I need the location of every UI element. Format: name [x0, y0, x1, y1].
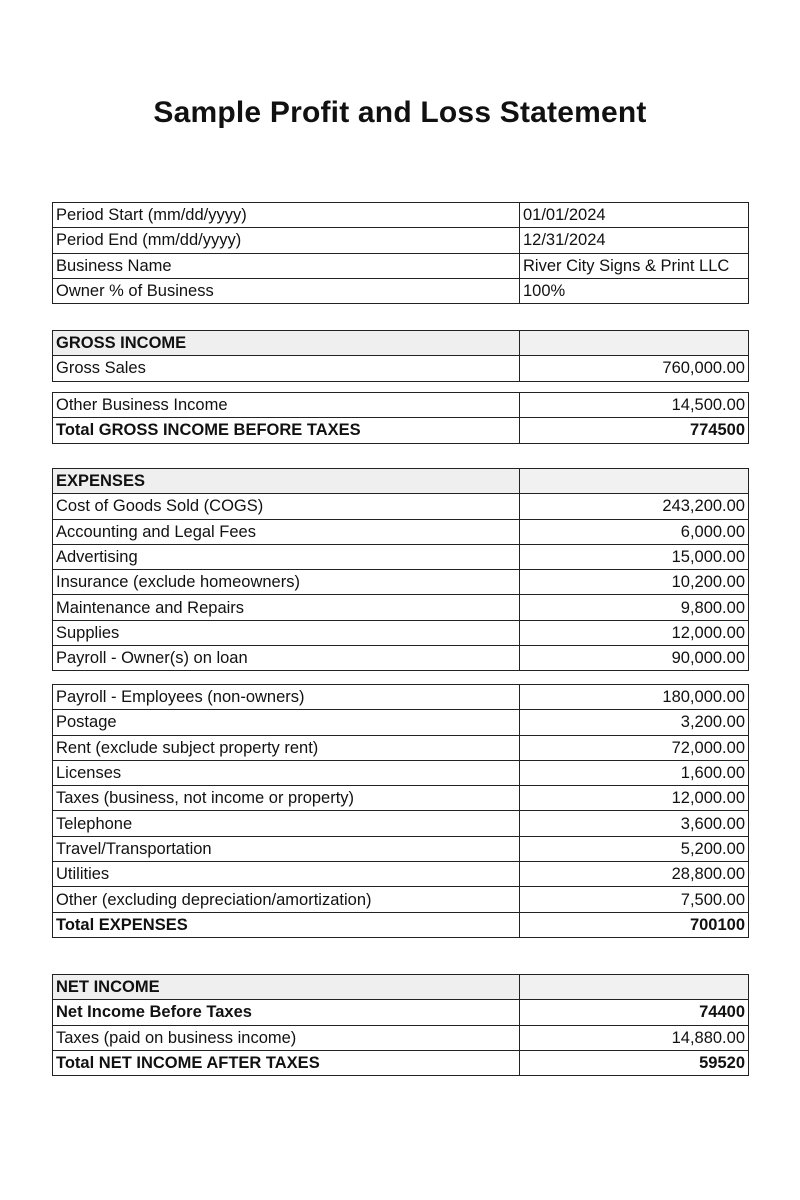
expense-value: 15,000.00 — [520, 544, 749, 569]
period-start-value: 01/01/2024 — [520, 203, 749, 228]
table-row — [53, 203, 749, 228]
expense-label: Utilities — [53, 862, 520, 887]
expense-label: Payroll - Owner(s) on loan — [53, 646, 520, 671]
table-row — [53, 887, 749, 912]
expenses-table-1 — [52, 468, 749, 671]
taxes-label: Taxes (paid on business income) — [53, 1025, 520, 1050]
expense-value: 1,600.00 — [520, 760, 749, 785]
page-title: Sample Profit and Loss Statement — [153, 96, 647, 129]
expense-label: Cost of Goods Sold (COGS) — [53, 494, 520, 519]
expense-label: Rent (exclude subject property rent) — [53, 735, 520, 760]
expense-value: 7,500.00 — [520, 887, 749, 912]
expense-value: 5,200.00 — [520, 836, 749, 861]
info-table — [52, 202, 749, 304]
table-row — [53, 278, 749, 303]
table-row — [53, 494, 749, 519]
table-row — [53, 862, 749, 887]
table-row — [53, 786, 749, 811]
table-row — [53, 735, 749, 760]
other-income-value: 14,500.00 — [520, 393, 749, 418]
table-row — [53, 646, 749, 671]
header-empty-cell — [520, 469, 749, 494]
table-row — [53, 393, 749, 418]
section-header-row — [53, 331, 749, 356]
other-income-label: Other Business Income — [53, 393, 520, 418]
table-row — [53, 620, 749, 645]
table-row — [53, 836, 749, 861]
table-row — [53, 228, 749, 253]
expense-label: Postage — [53, 710, 520, 735]
total-row — [53, 418, 749, 443]
gross-income-table — [52, 330, 749, 382]
expense-label: Accounting and Legal Fees — [53, 519, 520, 544]
period-end-label: Period End (mm/dd/yyyy) — [53, 228, 520, 253]
expense-value: 180,000.00 — [520, 685, 749, 710]
table-row — [53, 1000, 749, 1025]
expense-value: 9,800.00 — [520, 595, 749, 620]
net-income-header: NET INCOME — [53, 975, 520, 1000]
table-row — [53, 253, 749, 278]
section-header-row — [53, 469, 749, 494]
owner-percent-value: 100% — [520, 278, 749, 303]
expense-label: Payroll - Employees (non-owners) — [53, 685, 520, 710]
taxes-value: 14,880.00 — [520, 1025, 749, 1050]
net-income-before-taxes-label: Net Income Before Taxes — [53, 1000, 520, 1025]
expense-value: 12,000.00 — [520, 620, 749, 645]
expense-label: Taxes (business, not income or property) — [53, 786, 520, 811]
expense-value: 28,800.00 — [520, 862, 749, 887]
table-row — [53, 544, 749, 569]
header-empty-cell — [520, 975, 749, 1000]
header-empty-cell — [520, 331, 749, 356]
expense-label: Other (excluding depreciation/amortization) — [53, 887, 520, 912]
expense-label: Licenses — [53, 760, 520, 785]
total-row — [53, 912, 749, 937]
expense-label: Telephone — [53, 811, 520, 836]
expense-value: 243,200.00 — [520, 494, 749, 519]
expense-label: Supplies — [53, 620, 520, 645]
expenses-table-2 — [52, 684, 749, 938]
expense-value: 12,000.00 — [520, 786, 749, 811]
expense-value: 10,200.00 — [520, 570, 749, 595]
gross-sales-value: 760,000.00 — [520, 356, 749, 381]
table-row — [53, 760, 749, 785]
expense-value: 3,200.00 — [520, 710, 749, 735]
period-start-label: Period Start (mm/dd/yyyy) — [53, 203, 520, 228]
table-row — [53, 356, 749, 381]
period-end-value: 12/31/2024 — [520, 228, 749, 253]
gross-sales-label: Gross Sales — [53, 356, 520, 381]
total-net-income-value: 59520 — [520, 1050, 749, 1075]
table-row — [53, 595, 749, 620]
table-row — [53, 685, 749, 710]
total-net-income-label: Total NET INCOME AFTER TAXES — [53, 1050, 520, 1075]
owner-percent-label: Owner % of Business — [53, 278, 520, 303]
total-row — [53, 1050, 749, 1075]
total-gross-income-label: Total GROSS INCOME BEFORE TAXES — [53, 418, 520, 443]
table-row — [53, 1025, 749, 1050]
gross-income-total-table — [52, 392, 749, 444]
total-expenses-value: 700100 — [520, 912, 749, 937]
expenses-header: EXPENSES — [53, 469, 520, 494]
net-income-table — [52, 974, 749, 1076]
table-row — [53, 519, 749, 544]
table-row — [53, 570, 749, 595]
expense-value: 90,000.00 — [520, 646, 749, 671]
expense-value: 3,600.00 — [520, 811, 749, 836]
expense-value: 72,000.00 — [520, 735, 749, 760]
gross-income-header: GROSS INCOME — [53, 331, 520, 356]
net-income-before-taxes-value: 74400 — [520, 1000, 749, 1025]
business-name-label: Business Name — [53, 253, 520, 278]
total-gross-income-value: 774500 — [520, 418, 749, 443]
expense-label: Insurance (exclude homeowners) — [53, 570, 520, 595]
table-row — [53, 811, 749, 836]
expense-label: Maintenance and Repairs — [53, 595, 520, 620]
section-header-row — [53, 975, 749, 1000]
business-name-value: River City Signs & Print LLC — [520, 253, 749, 278]
expense-value: 6,000.00 — [520, 519, 749, 544]
table-row — [53, 710, 749, 735]
expense-label: Travel/Transportation — [53, 836, 520, 861]
total-expenses-label: Total EXPENSES — [53, 912, 520, 937]
expense-label: Advertising — [53, 544, 520, 569]
